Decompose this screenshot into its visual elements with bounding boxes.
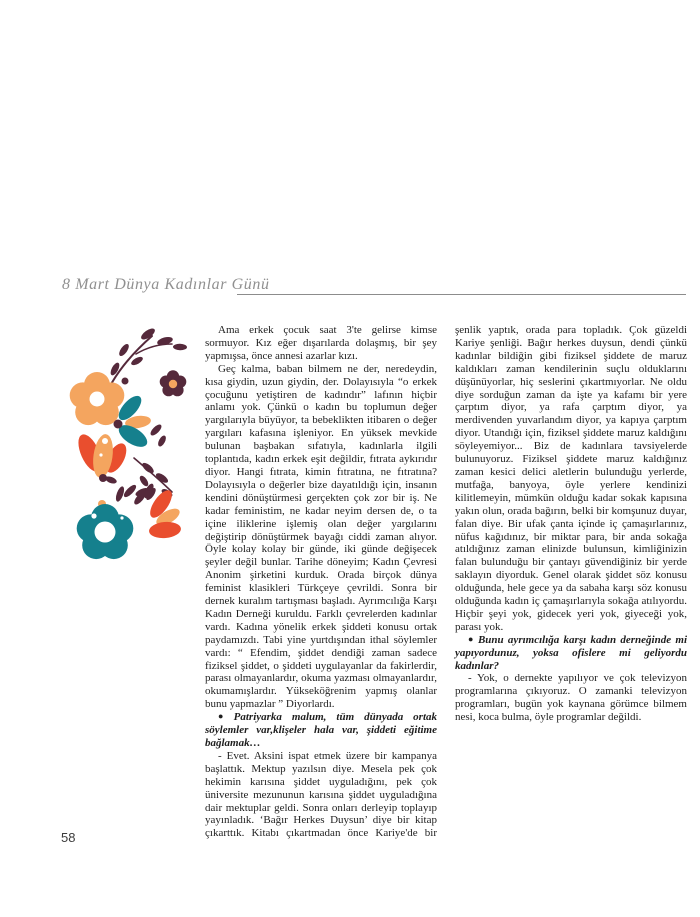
teal-flower-icon xyxy=(77,504,134,559)
interview-answer: - Evet. Aksini ispat etmek üzere bir kampanya başlattık. Mektup yazılsın diye. Mesela pek çok hekimin karısına şiddet uyguladığını, pek çok üniversite mezununun karısına şiddet uyguladığına dair mektuplar geldi. Sonra onları derleyip toplayıp yayınladık. ‘Bağır Herkes Duysun’ diye bir kitap çıkarttık. Kitabı çıkartmadan önce Kariye'de bir şenlik yaptık, orada para topladık. Çok güzeldi Kariye şenliği. Bağır herkes duysun, dendi çünkü kadınlar bildiğin gibi fiziksel şiddete de maruz kaldıkları zaman kendilerinin suçlu olduklarını düşünüyorlar, hiç seslerini çıkartmıyorlar. Ne oldu diye sorduğun zaman da işte ya kafamı bir yere çarptım diyor, ya rafa çarptım diyor, ya merdivenden yuvarlandım diyor, ya kapıya çarptım diyor. Utandığı için, fiziksel şiddete maruz kaldığını söyleyemiyor... Biz de kadınlara tavsiyelerde bulunuyoruz. Fiziksel şiddete maruz kaldığınız zaman kesici delici aletlerin bulunduğu yerlerde, mutfağa, banyoya, öyle yerlere kendinizi kilitlemeyin, mümkün olduğu kadar sokak kapısına yakın olun, orada bağırın, belki bir komşunuz duyar, falan diye. Bir ufak çanta içinde iç çamaşırlarınız, nüfus kağıdınız, bir miktar para, bir anda sokağa atıldığınız zaman elinizde bulunsun, kimliğinizin falan bulunduğu bir çantayı güvendiğiniz bir yerde saklayın diyorduk. Genel olarak şiddet söz konusu olduğunda, hele gece ya da sabaha karşı söz konusu olduğunda kadın iç çamaşırlarıyla sokağa atılıyordu. Hiçbir şeyi yok, gidecek yeri yok, giyeceği yok, parası yok. xyxy=(205,324,687,840)
floral-illustration-icon xyxy=(48,328,213,568)
interview-question xyxy=(455,634,687,673)
section-header: 8 Mart Dünya Kadınlar Günü xyxy=(62,276,270,293)
header-rule xyxy=(237,294,686,295)
interview-question xyxy=(205,711,437,750)
question-text: Bunu ayrımcılığa karşı kadın derneğinde mi yapıyordunuz, yoksa ofislere mi geliyordu kadınlar? xyxy=(455,633,687,672)
bullet-icon: ● xyxy=(218,711,231,722)
interview-answer: - Yok, o dernekte yapılıyor ve çok televizyon programlarına çıkıyoruz. O zamanki televizyon programları, bugün yok kaynana görümce bilmem nesi, koca bulma, öyle programlar değildi. xyxy=(455,672,687,724)
paragraph: Geç kalma, baban bilmem ne der, neredeydin, kısa giydin, uzun giydin, der. Dolayısıyla “o erkek çocuğunu yetiştiren de kadındır” lafının hiçbir anlamı yok. Çünkü o kadın bu toplumun değer yargılarıyla büyüyor, ta bebeklikten itibaren o değer yargıları kafasına işleniyor. En yüksek mevkide bulunan başbakan sıfatıyla, kadınlarla ilgili toplantıda, kadın erkek eşit değildir, fıtrata aykırıdır diyor. Hangi fıtrata, kimin fıtratına, ne fıtratına? Dolayısıyla o değerler bize dayatıldığı için, insanın kendini dönüştürmesi gerçekten çok zor bir iş. Ne kadar feministim, ne kadar neyim dersen de, o ta içine iliklerine işlemiş olan değer yargılarını değiştirip dönüştürmek bayağı ciddi zaman alıyor. Öyle kolay kolay bir günde, iki günde değişecek şeyler değil bunlar. Tarihe döneyim; Kadın Çevresi Anonim şirketini kurduk. Orada birçok dünya feminist klasikleri Türkçeye çevrildi. Sonra bir dernek kuralım tartışması başladı. Ayrımcılığa Karşı Kadın Derneği kuruldu. Farklı çevrelerden kadınlar vardı. Kadına yönelik erkek şiddeti konusu ortak paydamızdı. Tabi yine yurtdışından ithal söylemler vardı: “ Efendim, şiddet dendiği zaman sadece fiziksel şiddet, o şiddeti uygulayanlar da fakirlerdir, parası olmayanlardır, okuma yazması olmayanlardır, okumamışlardır. Yükseköğrenim yapmış olanlar bunu yapmazlar ” Diyorlardı. xyxy=(205,362,437,711)
question-text: Patriyarka malum, tüm dünyada ortak söylemler var,klişeler hala var, şiddeti eğitime bağlamak… xyxy=(205,711,438,749)
peach-flower-icon xyxy=(70,372,125,425)
small-dark-flower-icon xyxy=(160,370,187,396)
bullet-icon: ● xyxy=(468,633,475,644)
red-tulip-icon xyxy=(74,431,131,485)
paragraph: Ama erkek çocuk saat 3'te gelirse kimse sormuyor. Kız eğer dışarılarda dolaşmış, bir şey yapmışsa, önce annesi azarlar kızı. xyxy=(205,324,437,362)
article-body xyxy=(205,324,687,850)
page-number: 58 xyxy=(61,830,76,845)
